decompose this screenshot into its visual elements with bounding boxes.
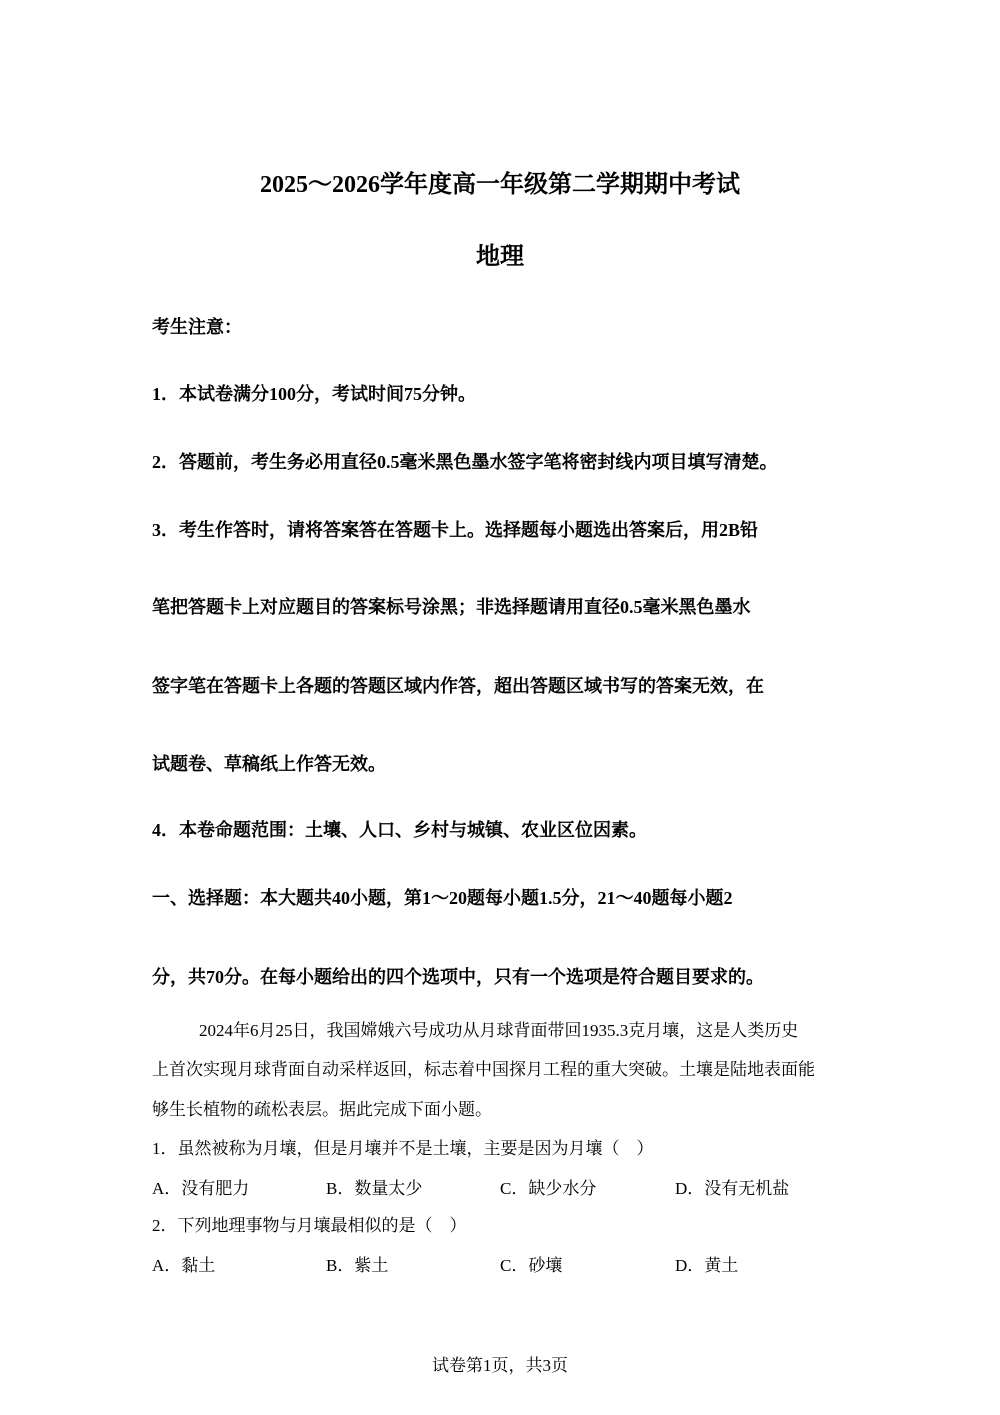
notice-item-3-line-3: 签字笔在答题卡上各题的答题区域内作答，超出答题区域书写的答案无效，在 <box>152 676 764 696</box>
question-1-option-c: C．缺少水分 <box>500 1179 597 1198</box>
passage-line-2: 上首次实现月球背面自动采样返回，标志着中国探月工程的重大突破。土壤是陆地表面能 <box>152 1060 815 1079</box>
question-2-stem: 2．下列地理事物与月壤最相似的是（ ） <box>152 1216 467 1235</box>
notice-item-4: 4．本卷命题范围：土壤、人口、乡村与城镇、农业区位因素。 <box>152 820 647 840</box>
subject-title: 地理 <box>476 244 524 270</box>
exam-title: 2025～2026学年度高一年级第二学期期中考试 <box>260 172 740 198</box>
passage-line-1: 2024年6月25日，我国嫦娥六号成功从月球背面带回1935.3克月壤，这是人类历史 <box>199 1021 799 1040</box>
question-1-option-a: A．没有肥力 <box>152 1179 250 1198</box>
section-heading-line-2: 分，共70分。在每小题给出的四个选项中，只有一个选项是符合题目要求的。 <box>152 967 764 987</box>
notice-heading: 考生注意： <box>152 317 242 337</box>
notice-item-3-line-2: 笔把答题卡上对应题目的答案标号涂黑；非选择题请用直径0.5毫米黑色墨水 <box>152 597 751 617</box>
question-1-stem: 1．虽然被称为月壤，但是月壤并不是土壤，主要是因为月壤（ ） <box>152 1139 654 1158</box>
notice-item-3-line-1: 3．考生作答时，请将答案答在答题卡上。选择题每小题选出答案后，用2B铅 <box>152 520 759 540</box>
notice-item-2: 2．答题前，考生务必用直径0.5毫米黑色墨水签字笔将密封线内项目填写清楚。 <box>152 452 778 472</box>
passage-line-3: 够生长植物的疏松表层。据此完成下面小题。 <box>152 1100 492 1119</box>
question-1-option-d: D．没有无机盐 <box>675 1179 790 1198</box>
question-1-option-b: B．数量太少 <box>326 1179 423 1198</box>
section-heading-line-1: 一、选择题：本大题共40小题，第1～20题每小题1.5分，21～40题每小题2 <box>152 888 733 908</box>
question-2-option-c: C．砂壤 <box>500 1256 563 1275</box>
question-2-option-d: D．黄土 <box>675 1256 739 1275</box>
notice-item-3-line-4: 试题卷、草稿纸上作答无效。 <box>152 754 386 774</box>
notice-item-1: 1．本试卷满分100分，考试时间75分钟。 <box>152 384 476 404</box>
page-footer: 试卷第1页，共3页 <box>432 1356 568 1375</box>
question-2-option-b: B．紫土 <box>326 1256 389 1275</box>
question-2-option-a: A．黏土 <box>152 1256 216 1275</box>
